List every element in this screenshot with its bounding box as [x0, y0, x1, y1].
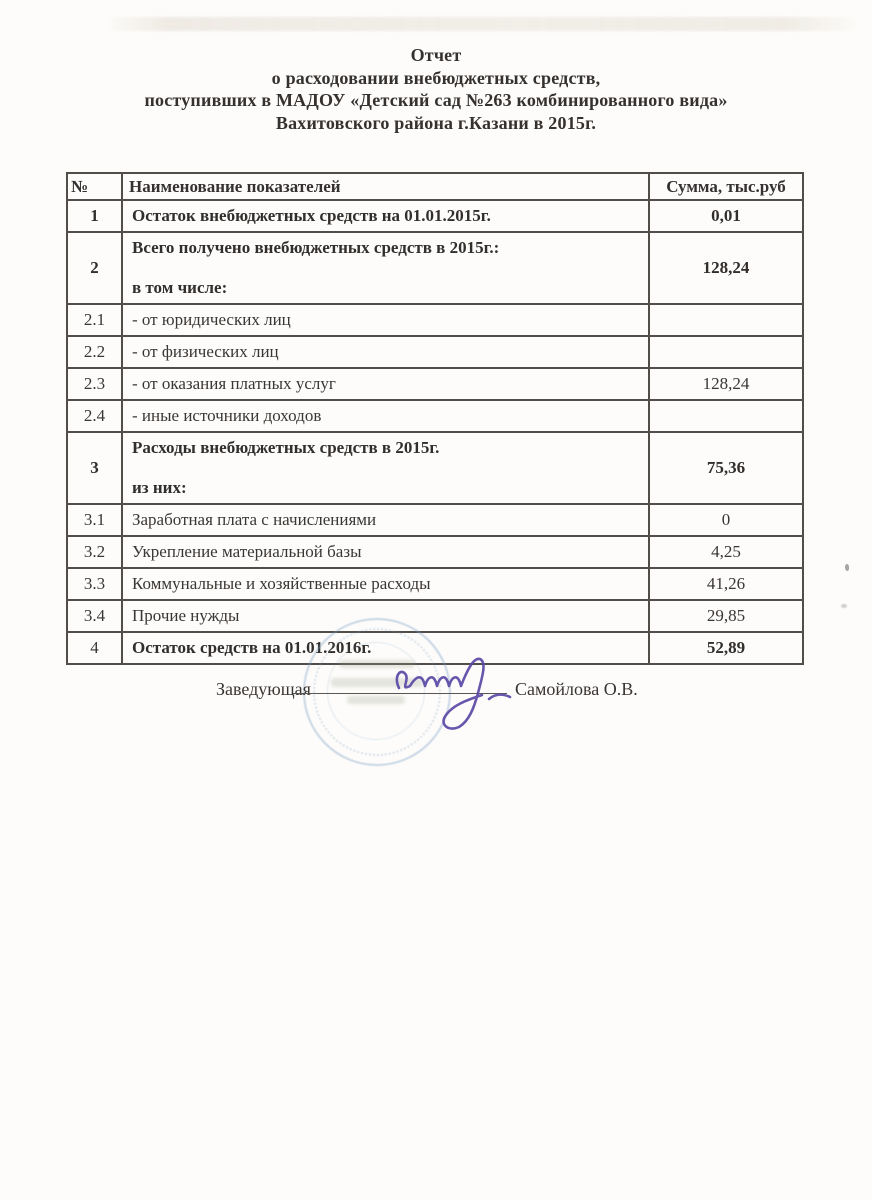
row-value: [649, 400, 803, 432]
row-value: 41,26: [649, 568, 803, 600]
row-number: 3: [67, 432, 122, 504]
table-header: [67, 173, 803, 200]
row-name-line: Заработная плата с начислениями: [132, 510, 377, 529]
header-cell-sum: Сумма, тыс.руб: [649, 173, 803, 200]
row-name: [122, 336, 649, 368]
row-number: 2.2: [67, 336, 122, 368]
row-name-line: - от оказания платных услуг: [132, 374, 336, 393]
row-name-line: Коммунальные и хозяйственные расходы: [132, 574, 431, 593]
row-number: 2.1: [67, 304, 122, 336]
row-name-line: в том числе:: [132, 278, 228, 297]
header-cell-name: Наименование показателей: [122, 173, 649, 200]
row-name-line: Остаток внебюджетных средств на 01.01.2015г.: [132, 206, 491, 225]
row-number: 3.2: [67, 536, 122, 568]
row-name-line: Укрепление материальной базы: [132, 542, 362, 561]
row-name-line: из них:: [132, 478, 187, 497]
page-title: [0, 44, 872, 134]
row-number: 3.4: [67, 600, 122, 632]
row-value: 0,01: [649, 200, 803, 232]
row-name: [122, 232, 649, 304]
row-value: 75,36: [649, 432, 803, 504]
scan-speck: [845, 564, 849, 571]
row-number: 3.1: [67, 504, 122, 536]
table-row: [67, 232, 803, 304]
row-name: [122, 536, 649, 568]
row-number: 4: [67, 632, 122, 664]
table-row: [67, 504, 803, 536]
row-name-line: Прочие нужды: [132, 606, 240, 625]
table-row: [67, 568, 803, 600]
row-name-line: - иные источники доходов: [132, 406, 322, 425]
signature-role-label: Заведующая: [216, 679, 311, 699]
row-value: [649, 304, 803, 336]
row-number: 3.3: [67, 568, 122, 600]
row-value: [649, 336, 803, 368]
table-row: [67, 536, 803, 568]
title-line: поступивших в МАДОУ «Детский сад №263 комбинированного вида»: [144, 90, 728, 110]
title-line: о расходовании внебюджетных средств,: [271, 67, 601, 88]
row-value: 29,85: [649, 600, 803, 632]
title-line: Вахитовского района г.Казани в 2015г.: [275, 112, 597, 133]
table-row: [67, 368, 803, 400]
signature-name-label: Самойлова О.В.: [515, 679, 638, 699]
table-row: [67, 304, 803, 336]
row-number: 2.4: [67, 400, 122, 432]
row-name: [122, 432, 649, 504]
row-name-line: Остаток средств на 01.01.2016г.: [132, 638, 372, 657]
handwritten-signature: [385, 650, 525, 740]
table-row: [67, 400, 803, 432]
table-body: [67, 200, 803, 664]
row-name: [122, 200, 649, 232]
scan-speck: [841, 604, 847, 608]
row-name: [122, 504, 649, 536]
table-row: [67, 600, 803, 632]
table-header-row: [67, 173, 803, 200]
row-value: 128,24: [649, 232, 803, 304]
row-name-line: - от физических лиц: [132, 342, 279, 361]
report-table: [66, 172, 804, 665]
row-number: 2.3: [67, 368, 122, 400]
table-row: [67, 200, 803, 232]
row-value: 0: [649, 504, 803, 536]
row-name: [122, 304, 649, 336]
row-name-line: - от юридических лиц: [132, 310, 291, 329]
row-name-line: Расходы внебюджетных средств в 2015г.: [132, 438, 440, 457]
row-number: 2: [67, 232, 122, 304]
row-number: 1: [67, 200, 122, 232]
table-row: [67, 336, 803, 368]
header-cell-number: №: [67, 173, 122, 200]
row-value: 128,24: [649, 368, 803, 400]
row-name: [122, 368, 649, 400]
title-line: Отчет: [410, 45, 462, 65]
scanner-artifact-band: [105, 17, 860, 31]
row-name-line: Всего получено внебюджетных средств в 2015г.:: [132, 238, 500, 257]
row-name: [122, 400, 649, 432]
row-value: 4,25: [649, 536, 803, 568]
row-value: 52,89: [649, 632, 803, 664]
row-name: [122, 568, 649, 600]
table-row: [67, 432, 803, 504]
